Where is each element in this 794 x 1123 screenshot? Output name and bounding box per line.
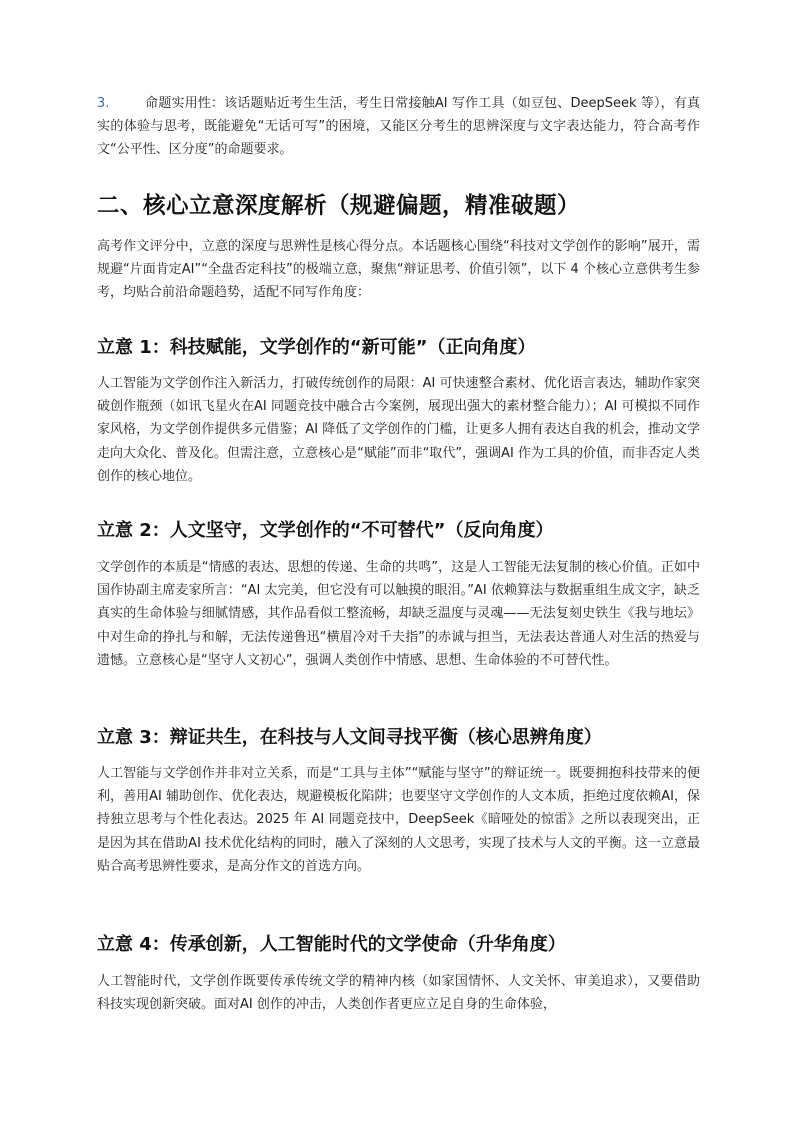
idea-3-heading: 立意 3：辩证共生，在科技与人文间寻找平衡（核心思辨角度） [97, 727, 602, 748]
section-heading: 二、核心立意深度解析（规避偏题，精准破题） [97, 193, 581, 219]
idea-3-paragraph: 人工智能与文学创作并非对立关系，而是“工具与主体”“赋能与坚守”的辩证统一。既要拥抱科技带来的便利，善用AI 辅助创作、优化表达，规避模板化陷阱；也要坚守文学创作的人文本质，拒绝过度依赖AI，保持独立思考与个性化表达。2025 年 AI 同题竞技中，DeepSeek《暗哑处的惊雷》之所以表现突出，正是因为其在借助AI 技术优化结构的同时，融入了深刻的人文思考，实现了技术与人文的平衡。这一立意最贴合高考思辨性要求，是高分作文的首选方向。 [97, 766, 700, 874]
idea-2-heading: 立意 2：人文坚守，文学创作的“不可替代”（反向角度） [97, 520, 554, 541]
list-item [97, 92, 700, 162]
list-number: 3. [97, 96, 110, 111]
section-intro-paragraph: 高考作文评分中，立意的深度与思辨性是核心得分点。本话题核心围绕“科技对文学创作的影响”展开，需规避“片面肯定AI”“全盘否定科技”的极端立意，聚焦“辩证思考、价值引领”，以下 4 个核心立意供考生参考，均贴合前沿命题趋势，适配不同写作角度： [97, 239, 700, 301]
idea-4-heading: 立意 4：传承创新，人工智能时代的文学使命（升华角度） [97, 934, 566, 955]
idea-2-paragraph: 文学创作的本质是“情感的表达、思想的传递、生命的共鸣”，这是人工智能无法复制的核心价值。正如中国作协副主席麦家所言：“AI 太完美，但它没有可以触摸的眼泪。”AI 依赖算法与数据重组生成文字，缺乏真实的生命体验与细腻情感，其作品看似工整流畅，却缺乏温度与灵魂——无法复刻史铁生《我与地坛》中对生命的挣扎与和解，无法传递鲁迅“横眉冷对千夫指”的赤诚与担当，无法表达普通人对生活的热爱与遗憾。立意核心是“坚守人文初心”，强调人类创作中情感、思想、生命体验的不可替代性。 [97, 560, 700, 668]
idea-1-heading: 立意 1：科技赋能，文学创作的“新可能”（正向角度） [97, 337, 536, 358]
idea-4-paragraph: 人工智能时代，文学创作既要传承传统文学的精神内核（如家国情怀、人文关怀、审美追求），又要借助科技实现创新突破。面对AI 创作的冲击，人类创作者更应立足自身的生命体验， [97, 974, 700, 1013]
list-item-text: 命题实用性：该话题贴近考生生活，考生日常接触AI 写作工具（如豆包、DeepSeek 等），有真实的体验与思考，既能避免“无话可写”的困境，又能区分考生的思辨深度与文字表达能力，符合高考作文“公平性、区分度”的命题要求。 [97, 96, 700, 158]
idea-1-paragraph: 人工智能为文学创作注入新活力，打破传统创作的局限：AI 可快速整合素材、优化语言表达，辅助作家突破创作瓶颈（如讯飞星火在AI 同题竞技中融合古今案例，展现出强大的素材整合能力）；AI 可模拟不同作家风格，为文学创作提供多元借鉴；AI 降低了文学创作的门槛，让更多人拥有表达自我的机会，推动文学走向大众化、普及化。但需注意，立意核心是“赋能”而非“取代”，强调AI 作为工具的价值，而非否定人类创作的核心地位。 [97, 376, 700, 484]
